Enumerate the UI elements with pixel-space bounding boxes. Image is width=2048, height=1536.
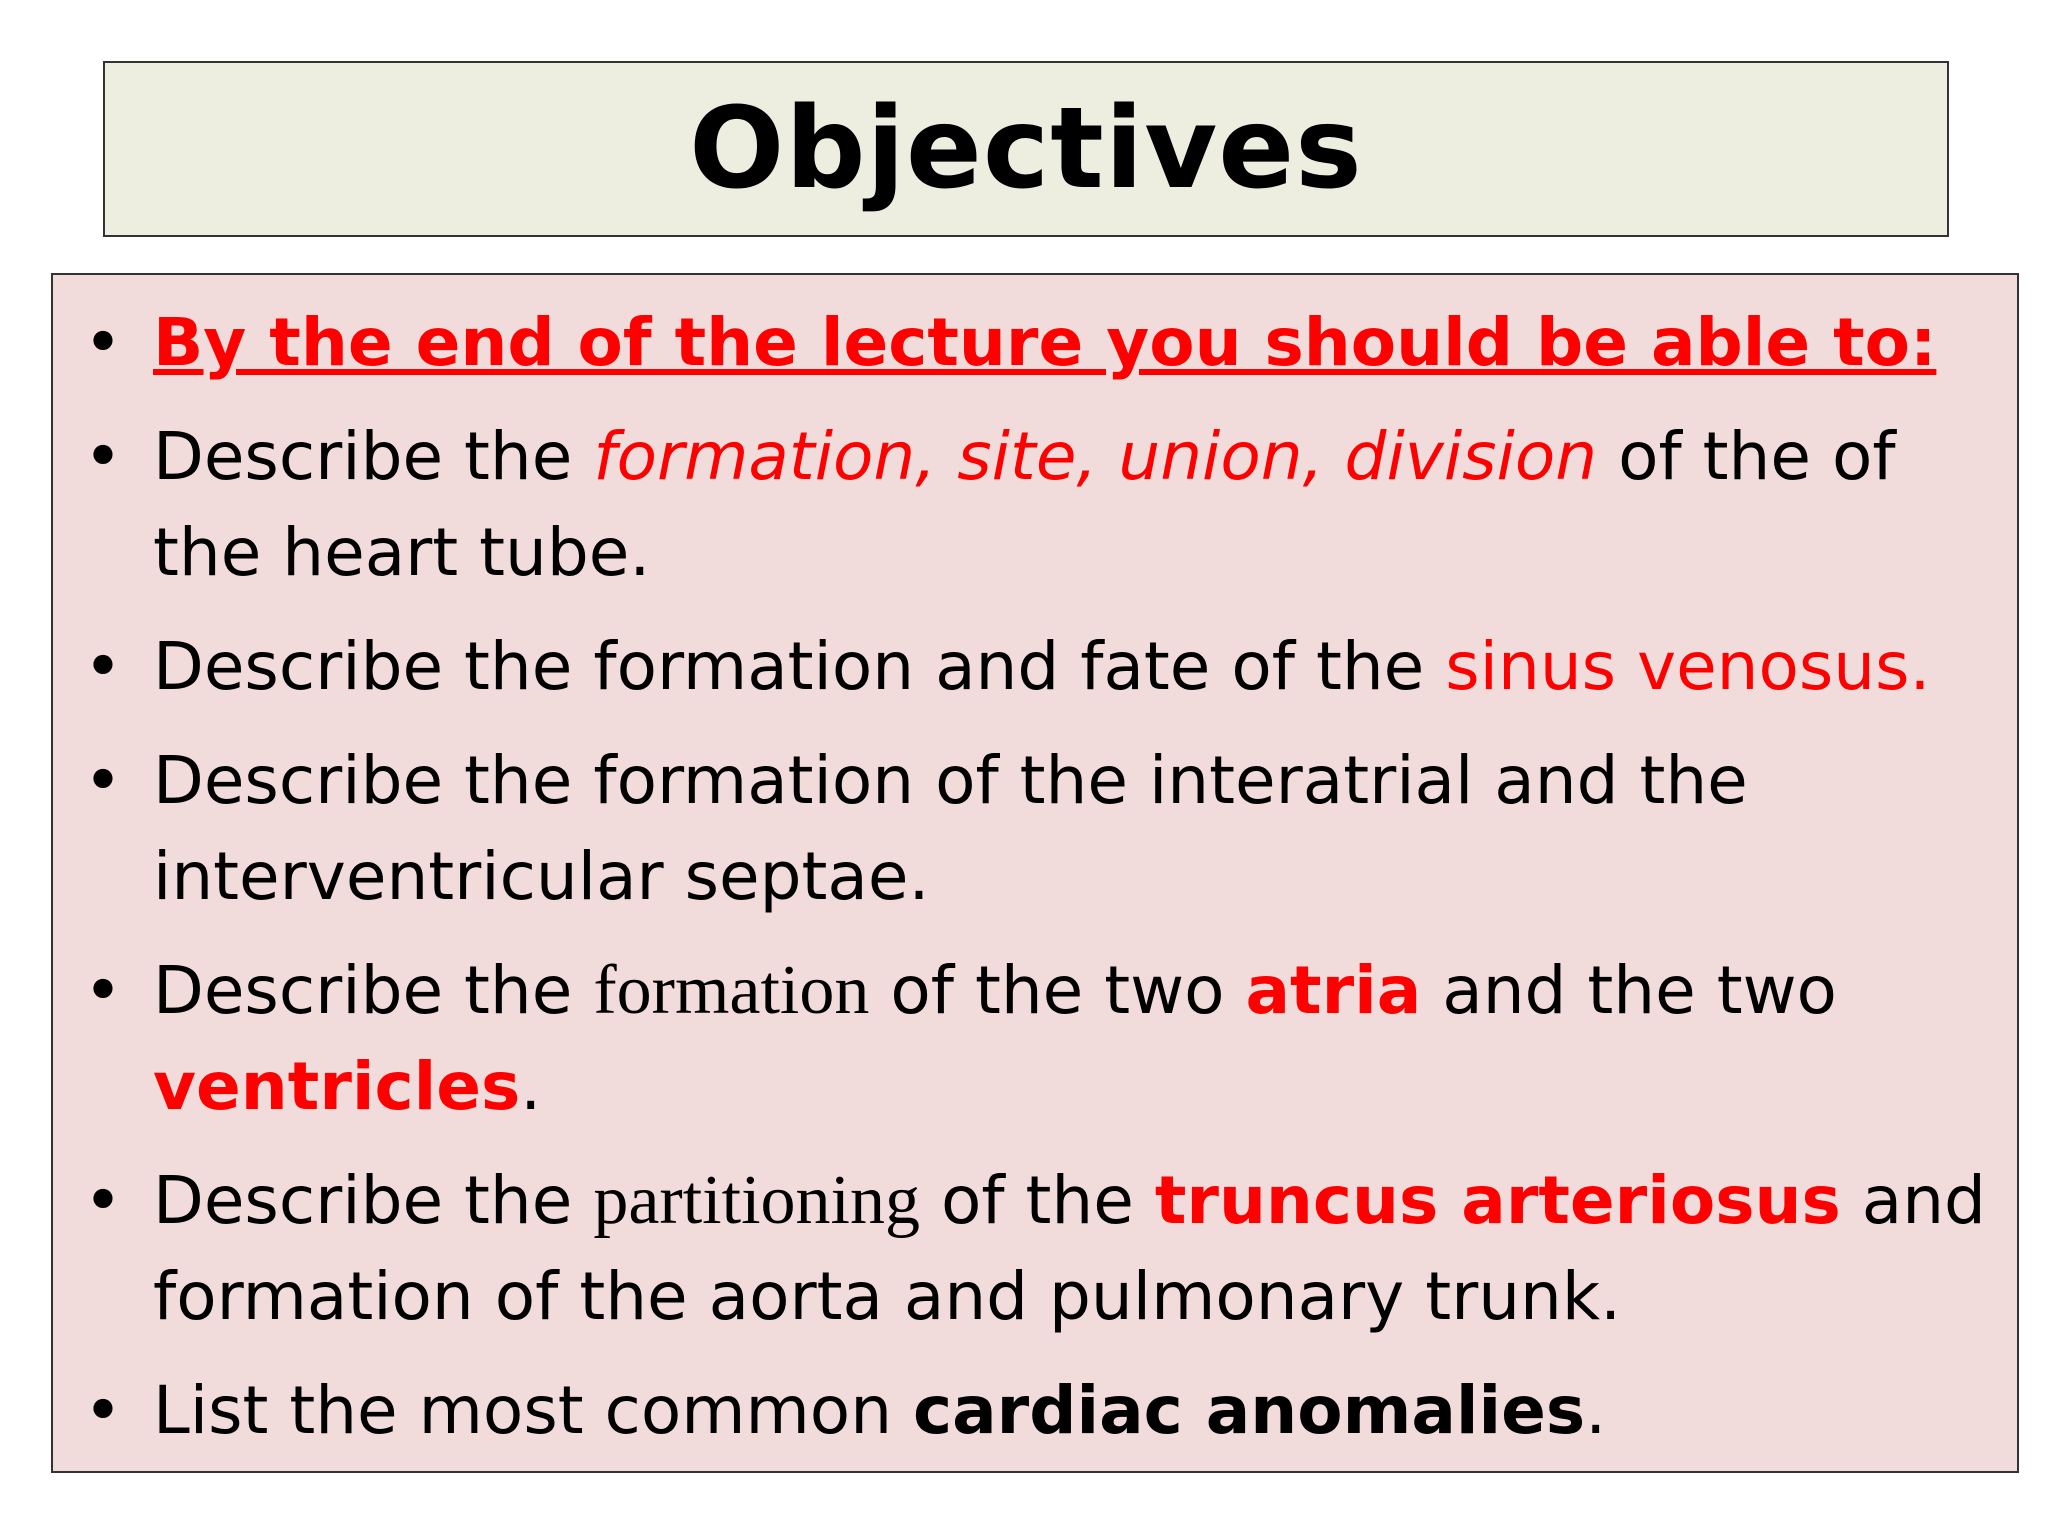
objective-text: Describe the formation and fate of the [153,628,1446,705]
title-box [103,61,1949,237]
objective-sinus-venosus [53,619,2017,715]
intro-text: By the end of the lecture you should be able to: [153,304,1937,381]
objective-text-serif: formation [593,952,870,1029]
objectives-panel [51,273,2019,1473]
objective-text: of the of the heart tube. [153,418,1896,591]
objective-text-serif: partitioning [593,1162,920,1239]
bullet-icon: • [83,418,123,495]
bullet-icon: • [83,304,123,381]
bullet-icon: • [83,1162,123,1239]
objective-text: Describe the [153,418,594,495]
objective-atria-ventricles [53,943,2017,1135]
objective-highlight: cardiac anomalies [913,1372,1586,1449]
objective-text: . [1585,1372,1607,1449]
objective-text: of the [919,1162,1155,1239]
bullet-icon: • [83,1372,123,1449]
objective-text: List the most common [153,1372,913,1449]
objective-anomalies [53,1363,2017,1459]
objective-text: of the two [869,952,1246,1029]
objective-text: and the two [1421,952,1837,1029]
objective-septae [53,733,2017,925]
objective-highlight: sinus venosus. [1445,628,1931,705]
objective-highlight: atria [1245,952,1422,1029]
bullet-icon: • [83,742,123,819]
objectives-list [53,295,2017,1477]
bullet-icon: • [83,952,123,1029]
objective-text: . [520,1048,542,1125]
objective-text: Describe the [153,952,594,1029]
objective-text: Describe the [153,1162,594,1239]
objective-intro [53,295,2017,391]
bullet-icon: • [83,628,123,705]
objective-highlight: formation, site, union, division [593,418,1598,495]
objective-highlight: truncus arteriosus [1154,1162,1841,1239]
objective-highlight: ventricles [153,1048,521,1125]
objective-text: Describe the formation of the interatrial and the interventricular septae. [153,742,1748,915]
slide-title: Objectives [689,84,1363,214]
objective-heart-tube [53,409,2017,601]
objective-truncus [53,1153,2017,1345]
objective-text: and formation of the aorta and pulmonary trunk. [153,1162,1986,1335]
